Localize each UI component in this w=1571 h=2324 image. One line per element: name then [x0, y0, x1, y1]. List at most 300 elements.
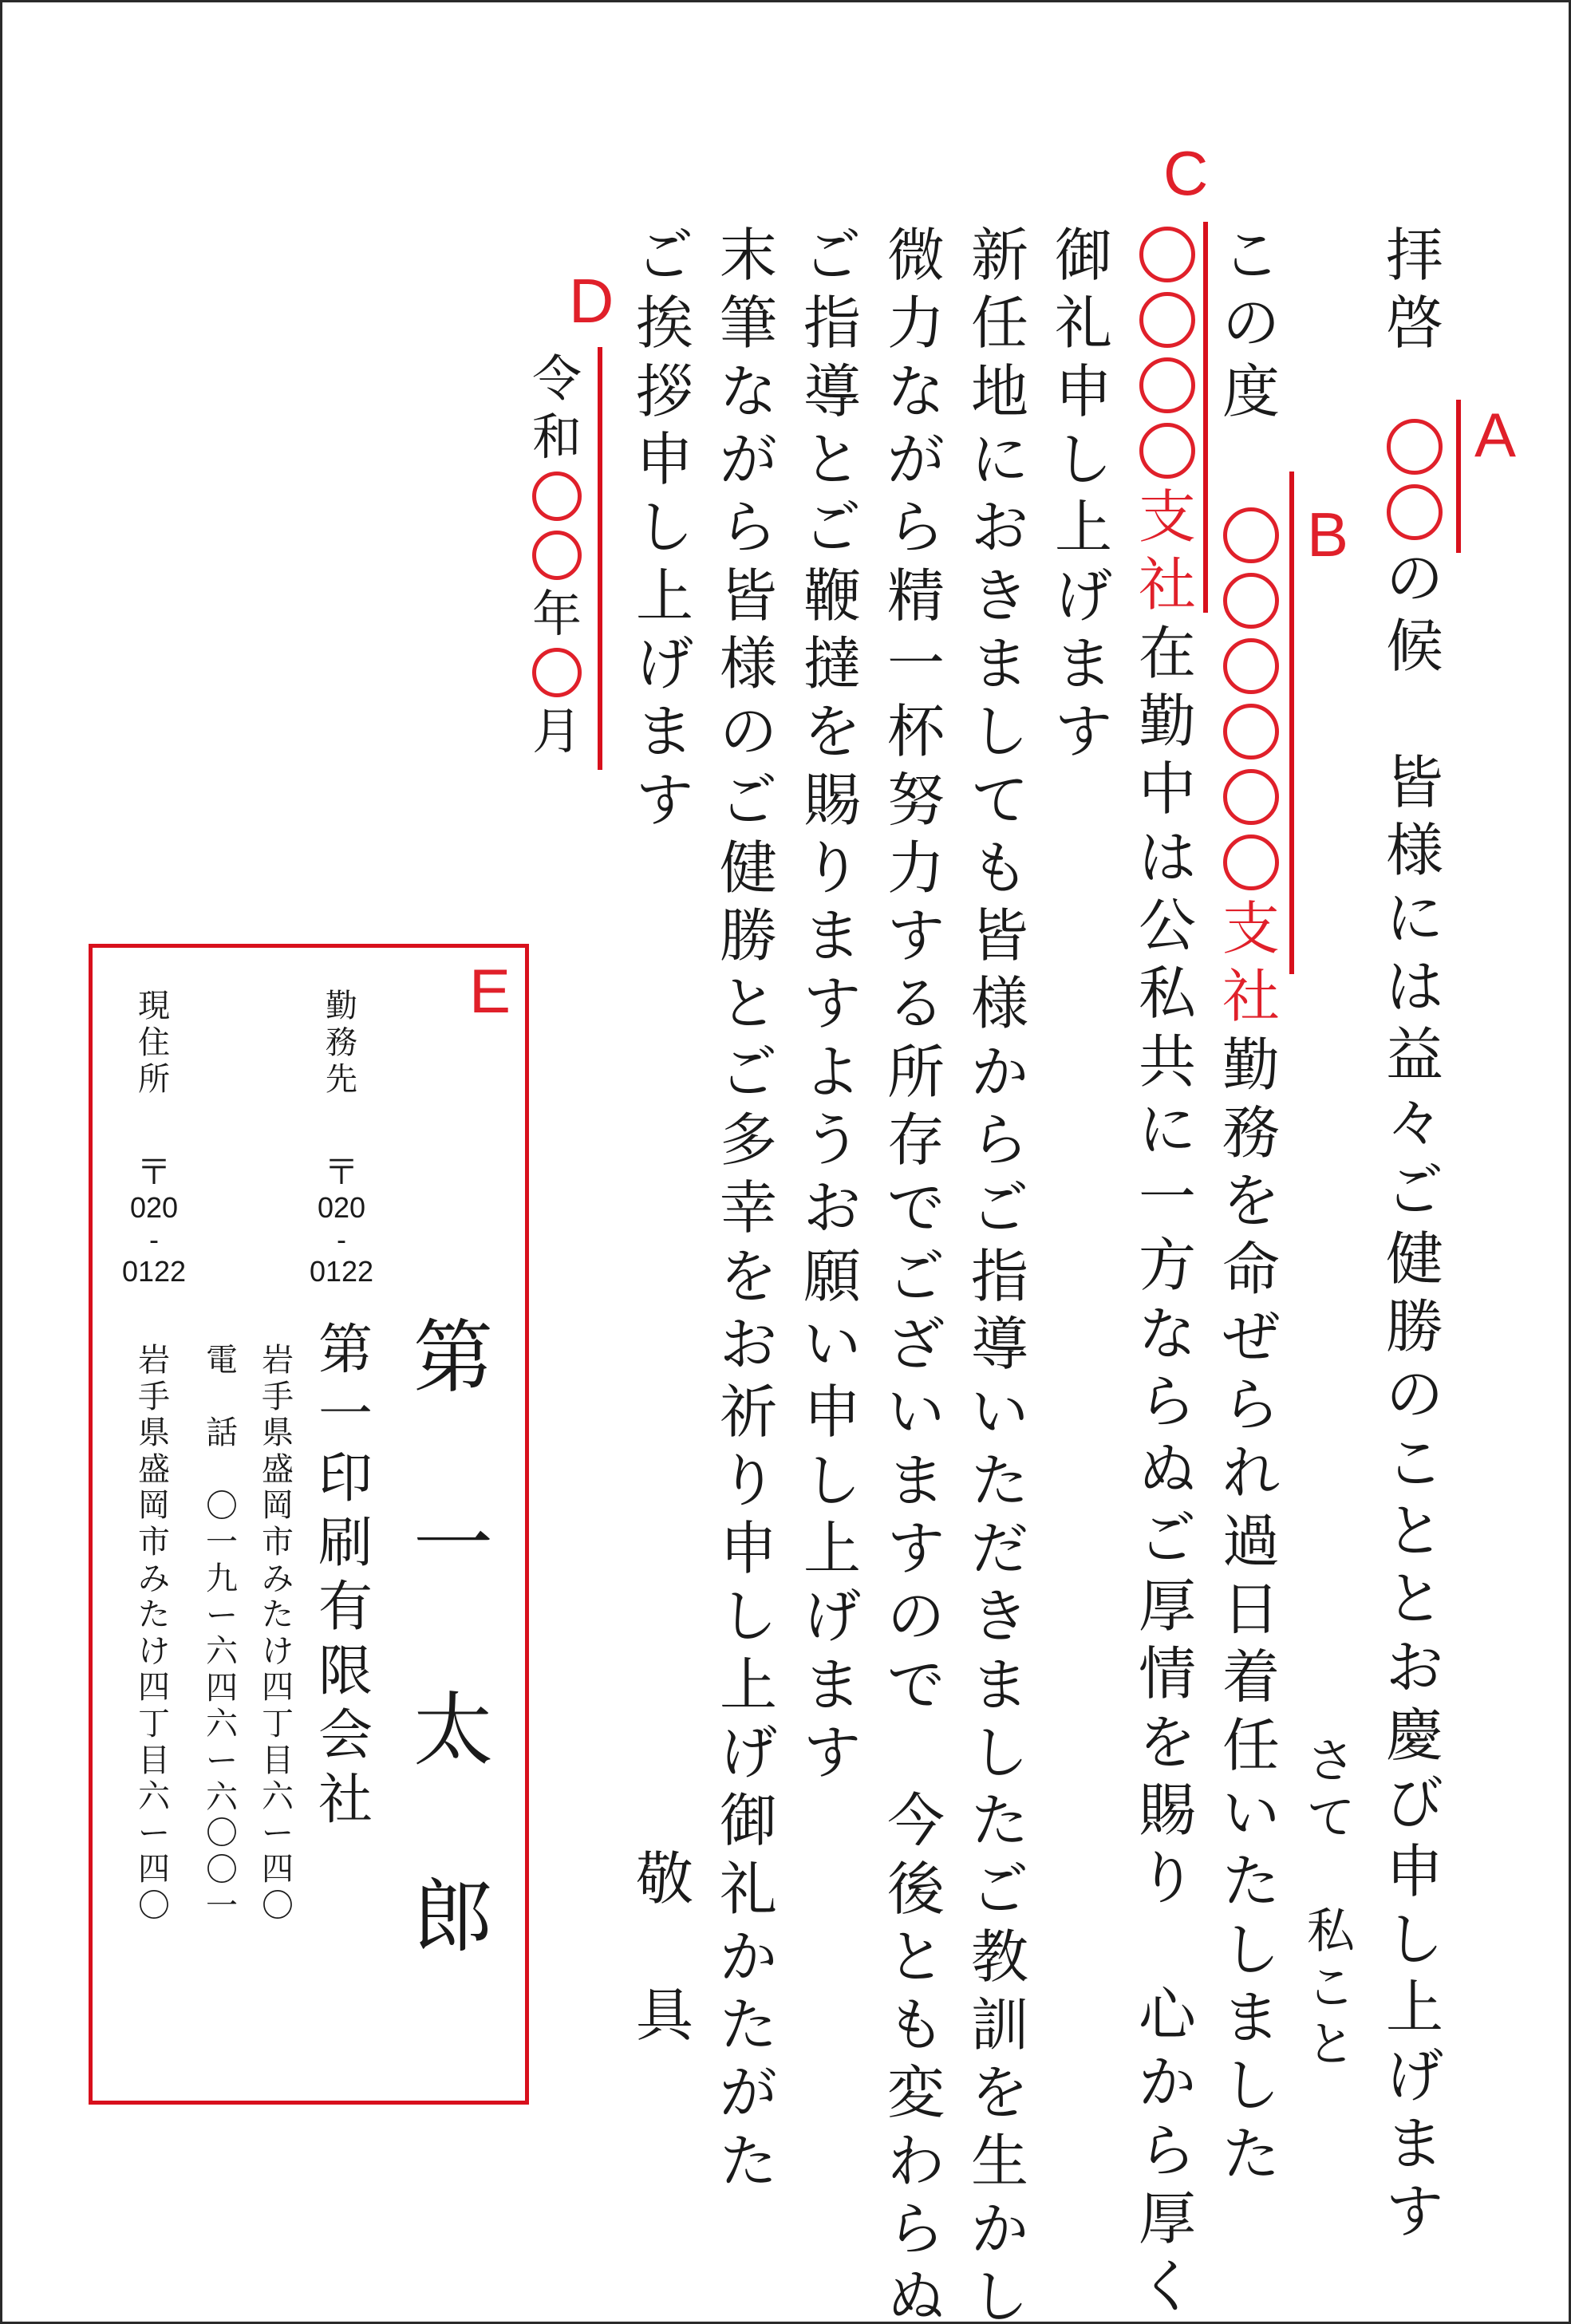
glyph: い [886, 1379, 945, 1446]
glyph: 着 [1222, 1643, 1280, 1711]
glyph: ま [1054, 629, 1112, 697]
glyph: も [970, 834, 1028, 902]
glyph: ー [206, 1742, 238, 1779]
glyph: ま [1222, 1983, 1280, 2051]
glyph: 命 [1222, 1235, 1280, 1303]
glyph: ー [262, 1814, 294, 1852]
glyph: は [1385, 953, 1443, 1020]
glyph: 会 [318, 1704, 373, 1768]
glyph: が [719, 2059, 777, 2127]
glyph: 地 [970, 357, 1028, 425]
glyph: な [1138, 1300, 1196, 1367]
keigu-text [636, 1845, 693, 2050]
placeholder-circle [1223, 704, 1279, 760]
placeholder-circle [532, 648, 582, 697]
glyph: ー [138, 1814, 170, 1852]
branch-b-placeholder [1223, 503, 1279, 895]
work-label-col [309, 988, 374, 1288]
glyph: 務 [326, 1024, 357, 1061]
phone-col [198, 1343, 246, 1925]
home-zip-top: 020 [129, 1191, 179, 1225]
glyph: と [1385, 1497, 1443, 1564]
glyph: ご [635, 222, 693, 289]
glyph: 厚 [1138, 1572, 1196, 1639]
glyph: 盛 [262, 1450, 294, 1488]
glyph: し [970, 2263, 1028, 2324]
glyph: 一 [1138, 1164, 1196, 1232]
year-placeholder [532, 467, 582, 585]
glyph: 私 [1307, 1904, 1355, 1960]
glyph: げ [1385, 2042, 1443, 2109]
col-guidance [792, 222, 872, 1787]
work-address-col [254, 1343, 302, 1925]
glyph: げ [719, 1718, 777, 1786]
new-post-text [971, 222, 1028, 2324]
glyph: お [803, 1174, 861, 1242]
marker-line-c [1203, 222, 1208, 613]
glyph: 存 [886, 1107, 945, 1174]
placeholder-circle [532, 472, 582, 521]
col-transfer [1211, 222, 1291, 2188]
glyph: 第 [318, 1319, 373, 1382]
placeholder-circle [532, 531, 582, 580]
col-greeting-end [625, 222, 705, 835]
glyph: 上 [1385, 1974, 1443, 2042]
glyph: 年 [531, 584, 582, 643]
glyph: た [719, 2127, 777, 2195]
glyph: ご [803, 494, 861, 562]
glyph: 第 [413, 1311, 493, 1404]
glyph [206, 1379, 238, 1416]
glyph: の [719, 698, 777, 766]
glyph: 社 [1138, 551, 1196, 619]
glyph: 上 [803, 1514, 861, 1582]
glyph: 任 [1222, 1711, 1280, 1779]
phone-label [206, 1343, 238, 1452]
glyph: ら [1138, 2117, 1196, 2184]
marker-line-a [1456, 400, 1461, 553]
glyph: が [719, 425, 777, 493]
glyph: 拝 [1385, 222, 1443, 289]
date-era [532, 349, 582, 467]
glyph: 〇 [206, 1851, 238, 1888]
glyph [887, 1719, 945, 1787]
glyph: た [1222, 1848, 1280, 1916]
glyph: る [886, 970, 945, 1038]
glyph: き [970, 1583, 1028, 1651]
work-address [262, 1343, 294, 1925]
branch-b-label [1222, 895, 1280, 1032]
label-e: E [469, 956, 511, 1026]
glyph: を [719, 1242, 777, 1310]
glyph: 変 [886, 2059, 945, 2127]
glyph: も [886, 1991, 945, 2059]
glyph: 力 [886, 834, 945, 902]
glyph: 上 [635, 562, 693, 629]
glyph: 申 [1054, 357, 1112, 425]
konotabi-text [1222, 222, 1280, 426]
glyph: 月 [531, 702, 582, 761]
glyph: し [1222, 2052, 1280, 2120]
glyph: な [719, 357, 777, 425]
glyph: 盛 [138, 1450, 170, 1488]
glyph: 有 [318, 1576, 373, 1639]
glyph: 共 [1138, 1028, 1196, 1095]
season-greeting-text [1386, 545, 1443, 2247]
glyph: 令 [531, 349, 582, 408]
branch-c-label [1139, 483, 1196, 620]
glyph: ざ [886, 1311, 945, 1378]
glyph: 岡 [138, 1487, 170, 1525]
glyph: 目 [138, 1742, 170, 1779]
glyph: ぬ [1138, 1436, 1196, 1504]
work-label [326, 988, 357, 1098]
glyph: ら [1222, 1371, 1280, 1439]
glyph: と [1385, 1565, 1443, 1633]
glyph: 六 [206, 1706, 238, 1743]
glyph: の [1385, 1361, 1443, 1429]
glyph: お [719, 1311, 777, 1378]
date-year-label [532, 585, 582, 643]
placeholder-circle [1223, 573, 1279, 629]
label-a: A [1474, 400, 1517, 470]
glyph: 任 [970, 290, 1028, 357]
glyph: げ [1054, 562, 1112, 629]
glyph: 先 [326, 1061, 357, 1098]
label-d: D [569, 266, 614, 336]
glyph: 様 [1385, 816, 1443, 884]
glyph: 手 [262, 1378, 294, 1415]
glyph: 過 [1222, 1507, 1280, 1575]
glyph: す [886, 902, 945, 970]
thanks-text [1055, 222, 1112, 767]
glyph: 一 [413, 1497, 493, 1591]
glyph: う [803, 1107, 861, 1174]
company-name [318, 1319, 373, 1833]
glyph: 度 [1222, 357, 1280, 425]
glyph: 賜 [803, 766, 861, 834]
glyph: 県 [138, 1415, 170, 1452]
glyph: り [803, 834, 861, 902]
glyph: 拶 [635, 357, 693, 425]
glyph: 願 [803, 1242, 861, 1310]
glyph: て [970, 766, 1028, 834]
glyph: 申 [635, 425, 693, 493]
glyph: 健 [719, 834, 777, 902]
glyph: し [1054, 425, 1112, 493]
glyph: け [138, 1632, 170, 1670]
glyph: く [1138, 2253, 1196, 2321]
glyph: だ [970, 1514, 1028, 1582]
col-greeting-opening [1375, 222, 1455, 2246]
work-zip-dash: - [337, 1222, 346, 1256]
glyph: お [1385, 1633, 1443, 1701]
opening-word [1386, 222, 1443, 358]
glyph: 微 [886, 222, 945, 289]
glyph: 御 [1054, 222, 1112, 289]
glyph: 〇 [262, 1887, 294, 1924]
glyph: ご [803, 222, 861, 289]
glyph: 導 [970, 1311, 1028, 1378]
placeholder-circle [1139, 357, 1195, 413]
glyph: た [138, 1596, 170, 1634]
glyph: ー [206, 1596, 238, 1634]
glyph: 四 [206, 1669, 238, 1707]
glyph: こ [1222, 222, 1280, 289]
glyph: の [886, 1583, 945, 1651]
glyph: 現 [138, 988, 170, 1024]
glyph: 後 [886, 1855, 945, 1923]
glyph: 上 [1054, 494, 1112, 562]
glyph: 筆 [719, 290, 777, 357]
glyph: 皆 [719, 562, 777, 629]
glyph: た [719, 1991, 777, 2059]
glyph: 支 [1222, 894, 1280, 962]
glyph: 一 [206, 1888, 238, 1925]
glyph: ま [803, 1651, 861, 1718]
glyph: さ [1307, 1734, 1355, 1789]
glyph: 祈 [719, 1379, 777, 1446]
placeholder-circle [1223, 638, 1279, 694]
placeholder-circle [1387, 484, 1443, 540]
glyph: 六 [206, 1633, 238, 1671]
home-address-col [130, 1343, 178, 1925]
glyph: ま [635, 698, 693, 766]
glyph: 方 [1138, 1232, 1196, 1300]
glyph: 礼 [719, 1855, 777, 1923]
glyph: お [970, 494, 1028, 562]
work-zip-top: 020 [317, 1191, 366, 1225]
glyph: の [1385, 544, 1443, 612]
glyph: た [262, 1596, 294, 1634]
glyph: 四 [262, 1851, 294, 1888]
glyph: げ [803, 1583, 861, 1651]
glyph: し [719, 1583, 777, 1651]
glyph: 郎 [413, 1869, 493, 1963]
effort-text [887, 222, 945, 2324]
glyph: き [970, 562, 1028, 629]
transfer-text [1222, 1032, 1280, 2188]
glyph: た [970, 1446, 1028, 1514]
glyph: 御 [719, 1787, 777, 1855]
home-label [138, 988, 170, 1098]
month-placeholder [532, 643, 582, 702]
glyph: 六 [138, 1778, 170, 1816]
glyph: 所 [138, 1061, 170, 1098]
glyph [1386, 681, 1443, 748]
glyph: 〇 [138, 1887, 170, 1924]
glyph: 皆 [1385, 748, 1443, 816]
glyph: し [970, 698, 1028, 766]
glyph: 申 [1385, 1837, 1443, 1905]
glyph: ら [719, 494, 777, 562]
glyph: 新 [970, 222, 1028, 289]
glyph: ぜ [1222, 1303, 1280, 1371]
glyph: 慶 [1385, 1701, 1443, 1769]
glyph: た [1222, 2120, 1280, 2188]
glyph: 一 [886, 629, 945, 697]
glyph: こ [1385, 1429, 1443, 1497]
glyph: し [970, 1718, 1028, 1786]
glyph: か [719, 1923, 777, 1991]
glyph: 丁 [138, 1705, 170, 1742]
col-sate [1291, 1734, 1371, 2074]
glyph: れ [1222, 1439, 1280, 1507]
glyph: び [1385, 1770, 1443, 1837]
home-zip-mark: 〒 [136, 1153, 172, 1192]
glyph: ま [886, 1446, 945, 1514]
glyph: げ [635, 629, 693, 697]
glyph: 限 [318, 1639, 373, 1703]
glyph: 〇 [206, 1487, 238, 1525]
marker-line-d [598, 347, 602, 770]
glyph: 〇 [206, 1815, 238, 1852]
glyph: 様 [970, 970, 1028, 1038]
glyph: 市 [138, 1523, 170, 1561]
glyph: 目 [262, 1742, 294, 1779]
glyph: す [1054, 698, 1112, 766]
glyph: 心 [1138, 1980, 1196, 2048]
glyph: 鞭 [803, 562, 861, 629]
glyph: ご [970, 1855, 1028, 1923]
glyph: 挨 [635, 290, 693, 357]
glyph: み [138, 1560, 170, 1597]
company-col [310, 1319, 381, 1833]
glyph: 私 [1138, 960, 1196, 1028]
glyph: と [803, 425, 861, 493]
col-effort [876, 222, 956, 2324]
glyph: 啓 [1385, 290, 1443, 357]
glyph: 教 [970, 1923, 1028, 1991]
glyph: 勝 [719, 902, 777, 970]
glyph: 勤 [326, 988, 357, 1024]
glyph: 勤 [1222, 1031, 1280, 1099]
home-address [138, 1343, 170, 1925]
placeholder-circle [1139, 292, 1195, 348]
glyph: 一 [206, 1524, 238, 1561]
glyph: す [1385, 2178, 1443, 2246]
glyph: の [1222, 290, 1280, 357]
col-stay [1127, 222, 1207, 2321]
glyph: ご [719, 766, 777, 834]
glyph: み [262, 1560, 294, 1597]
glyph: 力 [886, 290, 945, 357]
glyph: 精 [886, 562, 945, 629]
placeholder-circle [1223, 507, 1279, 563]
glyph: 上 [719, 1651, 777, 1718]
glyph: 厚 [1138, 2184, 1196, 2252]
glyph: ま [970, 1651, 1028, 1718]
branch-c-placeholder [1139, 222, 1195, 483]
glyph: で [886, 1174, 945, 1242]
glyph: 手 [138, 1378, 170, 1415]
glyph: 四 [262, 1669, 294, 1707]
closing-wish-text [720, 222, 777, 2196]
glyph [636, 1913, 693, 1981]
glyph: 和 [531, 408, 582, 467]
glyph: ら [886, 2196, 945, 2263]
glyph: こ [1307, 1960, 1355, 2017]
glyph: で [886, 1651, 945, 1718]
glyph: 導 [803, 357, 861, 425]
sender-name [413, 1311, 493, 2056]
glyph: い [803, 1311, 861, 1378]
col-new-post [960, 222, 1040, 2324]
glyph: よ [803, 1038, 861, 1106]
glyph: し [1385, 1905, 1443, 1973]
glyph: 所 [886, 1038, 945, 1106]
glyph: 在 [1138, 619, 1196, 687]
glyph: を [970, 2059, 1028, 2127]
glyph: 社 [318, 1769, 373, 1833]
work-zip-bottom: 0122 [309, 1254, 374, 1288]
guidance-text [803, 222, 861, 1787]
glyph: ま [970, 629, 1028, 697]
glyph: 岩 [262, 1342, 294, 1379]
placeholder-circle [1223, 835, 1279, 890]
glyph: 候 [1385, 612, 1443, 680]
glyph: 指 [970, 1242, 1028, 1310]
glyph: ま [1385, 2109, 1443, 2177]
glyph: 公 [1138, 891, 1196, 959]
glyph: 県 [262, 1415, 294, 1452]
glyph: た [970, 1787, 1028, 1855]
glyph: 四 [138, 1669, 170, 1707]
glyph: 今 [886, 1787, 945, 1855]
glyph: 努 [886, 766, 945, 834]
glyph: 訓 [970, 1991, 1028, 2059]
glyph: け [262, 1632, 294, 1670]
glyph: を [803, 698, 861, 766]
home-label-col [121, 988, 187, 1288]
col-date [517, 349, 597, 761]
col-closing-wish [709, 222, 788, 2196]
glyph: 指 [803, 290, 861, 357]
glyph: 支 [1138, 483, 1196, 550]
glyph: 賜 [1138, 1776, 1196, 1844]
glyph: し [1222, 1916, 1280, 1983]
glyph: 中 [1138, 756, 1196, 823]
glyph: 皆 [970, 902, 1028, 970]
label-b: B [1307, 499, 1349, 570]
glyph: 岡 [262, 1487, 294, 1525]
glyph: い [1222, 1780, 1280, 1847]
glyph: 杯 [886, 698, 945, 766]
glyph: 健 [1385, 1225, 1443, 1292]
glyph: 話 [206, 1415, 238, 1452]
glyph: ぬ [886, 2263, 945, 2324]
glyph: 日 [1222, 1576, 1280, 1643]
glyph: は [1138, 823, 1196, 891]
glyph: す [803, 970, 861, 1038]
glyph: て [1307, 1790, 1355, 1847]
work-zip-mark: 〒 [324, 1153, 359, 1192]
glyph: を [1222, 1167, 1280, 1235]
col-thanks [1044, 222, 1123, 767]
placeholder-circle [1139, 423, 1195, 479]
glyph: 市 [262, 1523, 294, 1561]
marker-line-b [1289, 472, 1294, 974]
glyph: わ [886, 2127, 945, 2195]
glyph: と [1307, 2017, 1355, 2073]
glyph: し [803, 1446, 861, 1514]
placeholder-circle [1387, 419, 1443, 475]
glyph: ご [886, 1242, 945, 1310]
glyph: 情 [1138, 1640, 1196, 1708]
glyph: 務 [1222, 1099, 1280, 1166]
glyph: 撻 [803, 629, 861, 697]
glyph: ご [970, 1174, 1028, 1242]
